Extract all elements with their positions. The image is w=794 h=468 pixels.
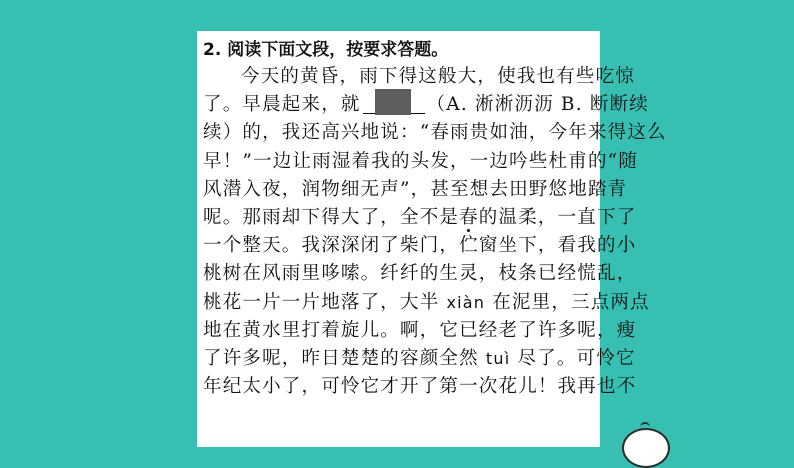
passage-line	[203, 232, 637, 260]
passage-text: 了许多呢，昨日楚楚的容颜全然	[203, 348, 486, 370]
passage-text: （A. 淅淅沥沥 B. 断断续	[426, 94, 649, 116]
pinyin-tui: tuì	[485, 349, 511, 369]
passage-line	[203, 373, 637, 401]
passage-line	[203, 63, 636, 91]
passage-text: 风潜入夜，润物细无声”，甚至想去田野悠地踏青	[203, 178, 628, 200]
passage-text: 地在黄水里打着旋儿。啊，它已经老了许多呢，瘦	[203, 319, 637, 341]
passage-text: 桃花一片一片地落了，大半	[203, 291, 447, 313]
passage-line	[203, 317, 637, 345]
answer-blank[interactable]	[363, 93, 425, 114]
passage-text: 在泥里，三点两点	[485, 291, 650, 313]
emphasis-dot-char: 伫	[459, 232, 479, 260]
passage-text: 年纪太小了，可怜它才开了第一次花儿！我再也不	[203, 376, 637, 398]
passage-text: 今天的黄昏，雨下得这般大，使我也有些吃惊	[241, 66, 636, 87]
passage-text: 早！”一边让雨湿着我的头发，一边吟些杜甫的“随	[203, 150, 639, 172]
passage-text: 尽了。可怜它	[510, 348, 636, 370]
question-title: 2. 阅读下面文段，按要求答题。	[203, 40, 449, 60]
passage-text: 窗坐下，看我的小	[478, 235, 637, 257]
passage-line	[203, 345, 636, 373]
passage-line	[203, 119, 667, 147]
passage-text: 一个整天。我深深闭了柴门，	[203, 235, 460, 257]
passage-line	[203, 148, 639, 176]
question-card	[197, 31, 667, 447]
passage-text: 桃树在风雨里哆嗦。纤纤的生灵，枝条已经慌乱，	[203, 263, 637, 285]
passage-line	[203, 91, 649, 119]
passage-line	[203, 176, 628, 204]
passage-line	[203, 260, 637, 288]
decoration-circle-icon	[622, 428, 670, 468]
passage-line	[203, 289, 650, 317]
passage-text: 呢。那雨却下得大了，全不是春的温柔，一直下了	[203, 207, 637, 229]
decoration-leaf-icon	[640, 422, 650, 432]
passage-line	[203, 204, 637, 232]
redaction-box	[375, 89, 411, 115]
passage-text: 续）的，我还高兴地说：“春雨贵如油，今年来得这么	[203, 122, 667, 144]
passage-text: 了。早晨起来，就	[203, 94, 361, 116]
pinyin-xian: xiàn	[446, 292, 486, 312]
